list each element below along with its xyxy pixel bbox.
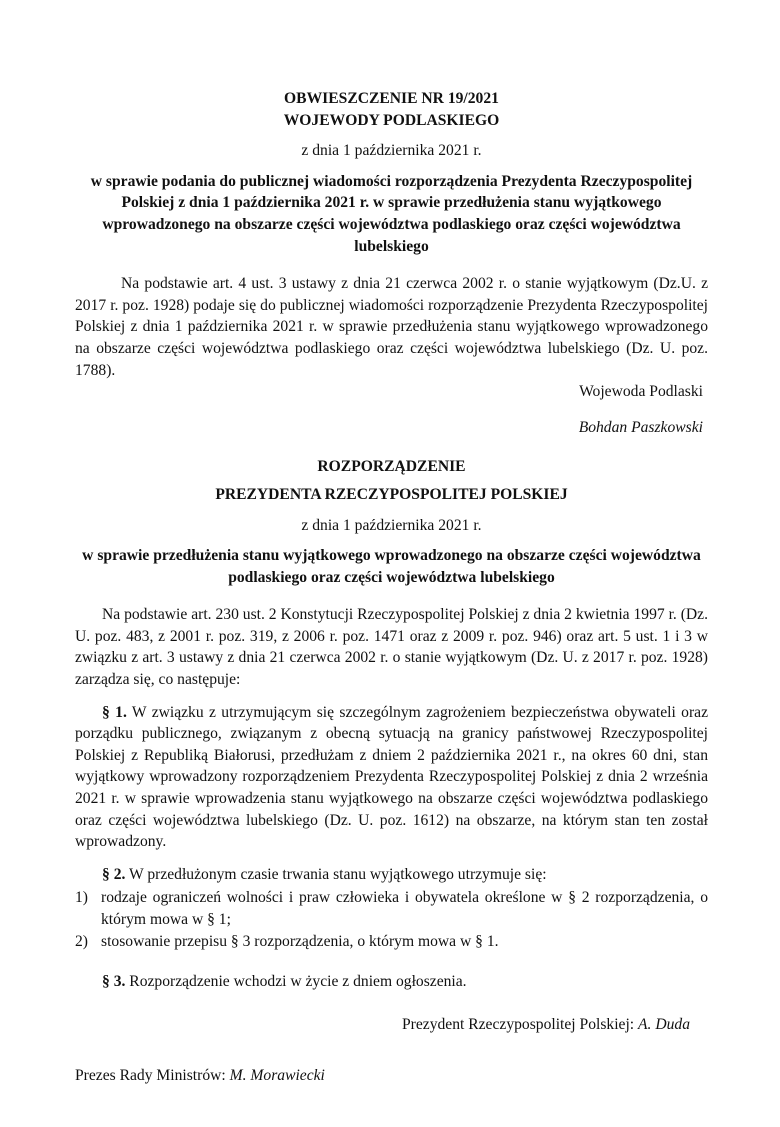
list-item-text: rodzaje ograniczeń wolności i praw człowieka i obywatela określone w § 2 rozporządzenia, o którym mowa w § 1; — [101, 889, 708, 928]
president-label: Prezydent Rzeczypospolitej Polskiej: — [401, 1015, 639, 1033]
regulation-title-line1: ROZPORZĄDZENIE — [317, 458, 466, 476]
notice-signer-role: Wojewoda Podlaski — [579, 383, 703, 401]
regulation-section — [75, 456, 708, 1087]
notice-title-line1: OBWIESZCZENIE NR 19/2021 — [284, 90, 499, 107]
notice-subject: w sprawie podania do publicznej wiadomości rozporządzenia Prezydenta Rzeczypospolitej Polskiej z dnia 1 października 2021 r. w sprawie przedłużenia stanu wyjątkowego wprowadzonego na obszarze części województwa podlaskiego oraz części województwa lubelskiego — [90, 172, 693, 255]
notice-body: Na podstawie art. 4 ust. 3 ustawy z dnia 21 czerwca 2002 r. o stanie wyjątkowym (Dz.U. z 2017 r. poz. 1928) podaje się do publicznej wiadomości rozporządzenie Prezydenta Rzeczypospolitej Polskiej z dnia 1 października 2021 r. w sprawie przedłużenia stanu wyjątkowego wprowadzonego na obszarze części województwa podlaskiego oraz części województwa lubelskiego (Dz. U. poz. 1788). — [75, 275, 708, 379]
notice-signer-name: Bohdan Paszkowski — [578, 418, 703, 436]
regulation-subject: w sprawie przedłużenia stanu wyjątkowego wprowadzonego na obszarze części województwa podlaskiego oraz części województwa lubelskiego — [82, 547, 701, 586]
president-signature — [75, 1014, 708, 1036]
notice-date: z dnia 1 października 2021 r. — [301, 142, 482, 160]
section-3-paragraph — [75, 971, 708, 993]
section-2-label: § 2. — [102, 865, 126, 883]
regulation-title-line2: PREZYDENTA RZECZYPOSPOLITEJ POLSKIEJ — [215, 485, 568, 503]
list-item-number: 2) — [75, 932, 88, 950]
section-1-text: W związku z utrzymującym się szczególnym zagrożeniem bezpieczeństwa obywateli oraz porządku publicznego, związanym z obecną sytuacją na granicy państwowej Rzeczypospolitej Polskiej z Republiką Białorusi, przedłużam z dniem 2 października 2021 r., na okres 60 dni, stan wyjątkowy wprowadzony rozporządzeniem Prezydenta Rzeczypospolitej Polskiej z dnia 2 września 2021 r. w sprawie wprowadzenia stanu wyjątkowego na obszarze części województwa podlaskiego oraz części województwa lubelskiego (Dz. U. poz. 1612) na obszarze, na którym stan ten został wprowadzony. — [75, 703, 708, 851]
regulation-intro: Na podstawie art. 230 ust. 2 Konstytucji Rzeczypospolitej Polskiej z dnia 2 kwietnia 1997 r. (Dz. U. poz. 483, z 2001 r. poz. 319, z 2006 r. poz. 1471 oraz z 2009 r. poz. 946) oraz art. 5 ust. 1 i 3 w związku z art. 3 ustawy z dnia 21 czerwca 2002 r. o stanie wyjątkowym (Dz. U. z 2017 r. poz. 1928) zarządza się, co następuje: — [75, 606, 708, 689]
section-2-text: W przedłużonym czasie trwania stanu wyjątkowego utrzymuje się: — [125, 865, 547, 883]
president-name: A. Duda — [638, 1015, 690, 1033]
list-item — [75, 887, 708, 930]
section-2-paragraph — [75, 864, 708, 886]
regulation-date: z dnia 1 października 2021 r. — [301, 516, 482, 534]
prime-minister-label: Prezes Rady Ministrów: — [75, 1067, 230, 1085]
list-item-text: stosowanie przepisu § 3 rozporządzenia, o którym mowa w § 1. — [101, 932, 499, 950]
section-2-list — [75, 887, 708, 952]
notice-section — [75, 88, 708, 438]
prime-minister-signature — [75, 1065, 708, 1087]
document-page — [75, 88, 708, 1087]
notice-title-line2: WOJEWODY PODLASKIEGO — [283, 111, 500, 129]
list-item — [75, 931, 708, 953]
prime-minister-name: M. Morawiecki — [229, 1067, 325, 1085]
list-item-number: 1) — [75, 889, 88, 907]
section-3-label: § 3. — [102, 973, 126, 991]
section-1-paragraph — [75, 702, 708, 853]
section-1-label: § 1. — [102, 703, 127, 721]
section-3-text: Rozporządzenie wchodzi w życie z dniem ogłoszenia. — [125, 973, 467, 991]
